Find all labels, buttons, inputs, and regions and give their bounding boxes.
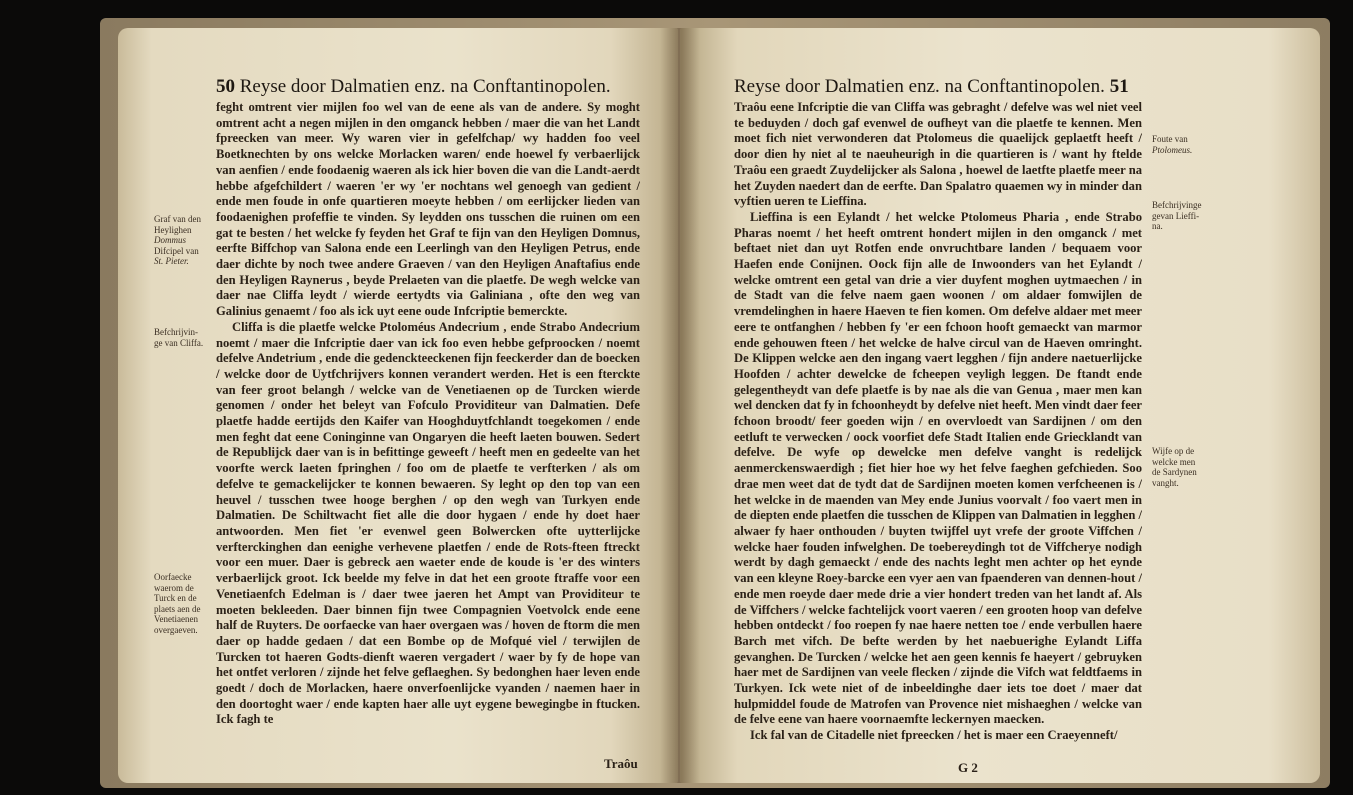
margin-line: Difcipel van: [154, 245, 199, 256]
right-header-title: Reyse door Dalmatien enz. na Conftantinopolen.: [734, 76, 1105, 97]
margin-line: Heylighen: [154, 224, 192, 235]
margin-line: ge van Cliffa.: [154, 337, 204, 348]
left-margin-note-3: [154, 572, 212, 635]
right-running-header: [734, 76, 1129, 98]
margin-line: waerom de: [154, 582, 194, 593]
signature-mark: G 2: [958, 760, 978, 775]
paragraph: Cliffa is die plaetfe welcke Ptoloméus Andecrium , ende Strabo Andecrium noemt / maer die Infcriptie daer van ick foo even hebbe gefproocken / noemt defelve Andetrium , ende die gedenckteeckenen fijn feeckerder dan de boecken / welcke door de Uytfchrijvers konnen verandert werden. Het is een fterckte van feer groot belangh / welcke van de Venetiaenen op de Turcken wierde genomen / onder het beleyt van Fofculo Providiteur van Dalmatien. Defe plaetfe hadde eertijds den Kaifer van Hooghduytfchlandt toegekomen / ende men feght dat eene Coninginne van Ongaryen die heeft laeten bouwen. Sedert de Republijck daer van is in befittinge geweeft / heeft men en gedeelte van het voorfte werck laeten fpringhen / foo om de plaetfe te verfterken / als om defelve te gemackelijcker te konnen bewaeren. Sy leght op den top van een heuvel / tusschen twee hooge berghen / op den wegh van Turkyen ende Dalmatien. De Schiltwacht fiet alle die door hygaen / ende hy doet haer antwoorden. Men fiet 'er evenwel geen Bolwercken ofte uytterlijcke verfterckinghen dan eenighe verhevene plaetfen / ende de Rots-fteen ftreckt voor een muer. Daer is gebreck aen waeter ende de koude is 'er des winters verbaerlijck groot. Ick beelde my felve in dat het een groote ftraffe voor een Venetiaenfch Edelman is / daer twee jaeren het Ampt van Providiteur te moeten bekleeden. Daer binnen fijn twee Compagnien Voetvolck ende eene half de Ruyters. De oorfaecke van haer overgaen was / hoven de ftorm die men daer op hadde gedaen / dat een Bombe op de Mofqué viel / terwijlen de Turcken tot haeren Godts-dienft waeren vergadert / waer by fy de hope van het ontfet verloren / zijnde het felve geflaeghen. Sy bedonghen haer leven ende goedt / doch de Morlacken, haere onverfoenlijcke vyanden / naemen haer in den doortoght waer / ende kapten haer alle uyt eygene bewegingbe in ftucken. Ick fagh te: [216, 319, 640, 727]
margin-line: Befchrijvinge: [1152, 200, 1202, 210]
left-body-text: [216, 100, 640, 752]
margin-line: vanght.: [1152, 477, 1179, 488]
margin-line: plaets aen de: [154, 603, 201, 614]
margin-line: welcke men: [1152, 456, 1196, 467]
right-margin-note-2: [1152, 200, 1216, 232]
margin-line: na.: [1152, 221, 1163, 231]
paragraph: Traôu eene Infcriptie die van Cliffa was gebraght / defelve was wel niet veel te beduyden / doch gaf evenwel de oufheyt van die plaetfe te kennen. Men moet fich niet verwonderen dat Ptolomeus die quaelijck geplaetft heeft / door dien hy niet al te naeuheurigh in die quartieren is / want hy ftelde Traôu een graedt Zuydelijcker als Salona , hoewel de laetfte plaetfe meer na het Zuyden naedert dan de eerfte. Dan Spalatro quaemen wy in minder dan vyftien ueren te Lieffina.: [734, 100, 1142, 209]
paragraph: Ick fal van de Citadelle niet fpreecken / het is maer een Craeyenneft/: [750, 728, 1118, 743]
book-gutter: [660, 28, 700, 783]
paragraph: Lieffina is een Eylandt / het welcke Ptolomeus Pharia , ende Strabo Pharas noemt / het heeft omtrent hondert mijlen in den omganck / met beftaet niet dan uyt Rotfen ende onvruchtbare landen / bequaem voor Haefen ende Conijnen. Oock fijn alle de Inwoonders van het Eylandt / welcke omtrent een getal van drie a vier duyfent moghen uytmaechen / in de Stadt van die felve naem gaen woonen / om aldaer fomwijlen de vremdelinghen in haere Haeven te fien komen. Om defelve aldaer met meer eere te ontfanghen / hebben fy 'er een fchoon hooft gemaeckt van marmor ende gehouwen fteen / het welcke de halve circul van de Haeven omringht. De Klippen welcke aen den ingang vaert legghen / fijn andere naetuerlijcke Hoofden / achter dewelcke de fcheepen veyligh leggen. De ftandt ende gelegentheydt van defe plaetfe is by nae als die van Genua , maer men kan wel dencken dat fy in fchoonheydt by defelve niet heeft. Men vindt daer feer fchoon broodt/ feer goeden wijn / en overvloedt van Sardijnen / om den eetluft te verwecken / oock voorfiet defe Stadt Italien ende Griecklandt van defelve. De wyfe op dewelcke men defelve vanght is redelijck aenmerckenswaerdigh ; fiet hier hoe wy het felve faeghen gefchieden. Soo draе men weet dat de tydt dat de Sardijnen moeten komen verfcheenen is / het welcke in de maenden van Mey ende Junius voorvalt / foo vaert men in de diepten ende plaetfen die tusschen de Klippen van Dalmatien in legghen / alwaer fy haer onthouden / buyten twijffel uyt vrefe der groote Viffchen / welcke haer fouden infwelghen. De toebereydingh tot de Viffcherye nodigh werdt by dagh gemaeckt / ende des nachts leght men achter op het eynde van een kleyne Roey-barcke een vyer aen van fpaenderen van dennen-hout / ende men roeyde daer mede drie a vier hondert treden van het landt af. Als de Viffchers / welcke fachtelijck voort vaeren / een grooten hoop van defelve hebben ontdeckt / foo roepen fy nae haere netten toe / ende verbullen haere Barch met vifch. De befte werden by het naebuerighe Eylandt Liffa gevanghen. De Turcken / welcke het aen geen kennis fe haeyert / gebruyken haer met de Sardijnen van veele flecken / zijnde die Vifch wat feldtfaems in Turkyen. Ick wete niet of de inbeeldinghe daer iets toe doet / maer dat hulpmiddel foude de Matrofen van Provence niet mishaeghen / welcke van de felve eene van haere voornaemfte leckernyen maecken.: [734, 209, 1142, 727]
margin-line: Dommus: [154, 235, 187, 245]
margin-line: Turck en de: [154, 593, 197, 603]
margin-line: Foute van: [1152, 134, 1188, 144]
margin-line: Befchrijvin-: [154, 327, 198, 337]
margin-line: Venetiaenen: [154, 614, 198, 624]
margin-line: Ptolomeus.: [1152, 144, 1193, 155]
right-margin-note-3: [1152, 446, 1216, 488]
left-header-title: Reyse door Dalmatien enz. na Conftantinopolen.: [239, 76, 611, 97]
margin-line: de Sardynen: [1152, 467, 1197, 477]
margin-line: St. Pieter.: [154, 256, 189, 266]
right-body-text: [734, 100, 1142, 758]
right-page-number: 51: [1109, 76, 1129, 97]
margin-line: gevan Lieffi-: [1152, 210, 1200, 221]
left-catchword: Traôu: [604, 756, 638, 771]
margin-line: overgaeven.: [154, 624, 198, 635]
margin-line: Oorfaecke: [154, 572, 192, 582]
margin-line: Graf van den: [154, 214, 201, 224]
paragraph: feght omtrent vier mijlen foo wel van de eene als van de andere. Sy moght omtrent acht a negen mijlen in den omganck hebben / maer die van het Landt fpreecken van meer. Wy waren vier in gefelfchap/ wy hadden foo veel Boetknechten by ons welcke Morlacken waren/ ende hoewel fy verbaerlijck van aenfien / ende foodaenig waeren als ick hier boven die van die Landt-aerdt hebbe afgefchildert / waeren 'er wy 'er nochtans wel genoegh van gedient / ende men foude in onfe quartieren moeyte hebben / om eerlijcker lieden van foodaenighen profeffie te vinden. Sy leydden ons tusschen die ruinen om een gat te besten / het welcke fy feyden het Graf te fijn van den Heyligen Domnus, eerfte Biffchop van Salona ende een Leerlingh van den Heyligen Petrus, ende daer dichte by noch twee andere Graeven / van den Heyligen Anaftafius ende den Heyligen Raynerus , beyde Prelaeten van die plaetfe. De wegh welcke van daer nae Cliffa leydt / wierde eertydts via Galiniana , ofte den weg van Galinius genaemt / foo als ick uyt eene oude Infcriptie bemerckte.: [216, 100, 640, 319]
left-margin-note-1: [154, 214, 212, 267]
left-margin-note-2: [154, 327, 212, 348]
left-running-header: [216, 76, 611, 98]
right-margin-note-1: [1152, 134, 1216, 155]
margin-line: Wijfe op de: [1152, 446, 1195, 456]
left-page-number: 50: [216, 76, 235, 97]
